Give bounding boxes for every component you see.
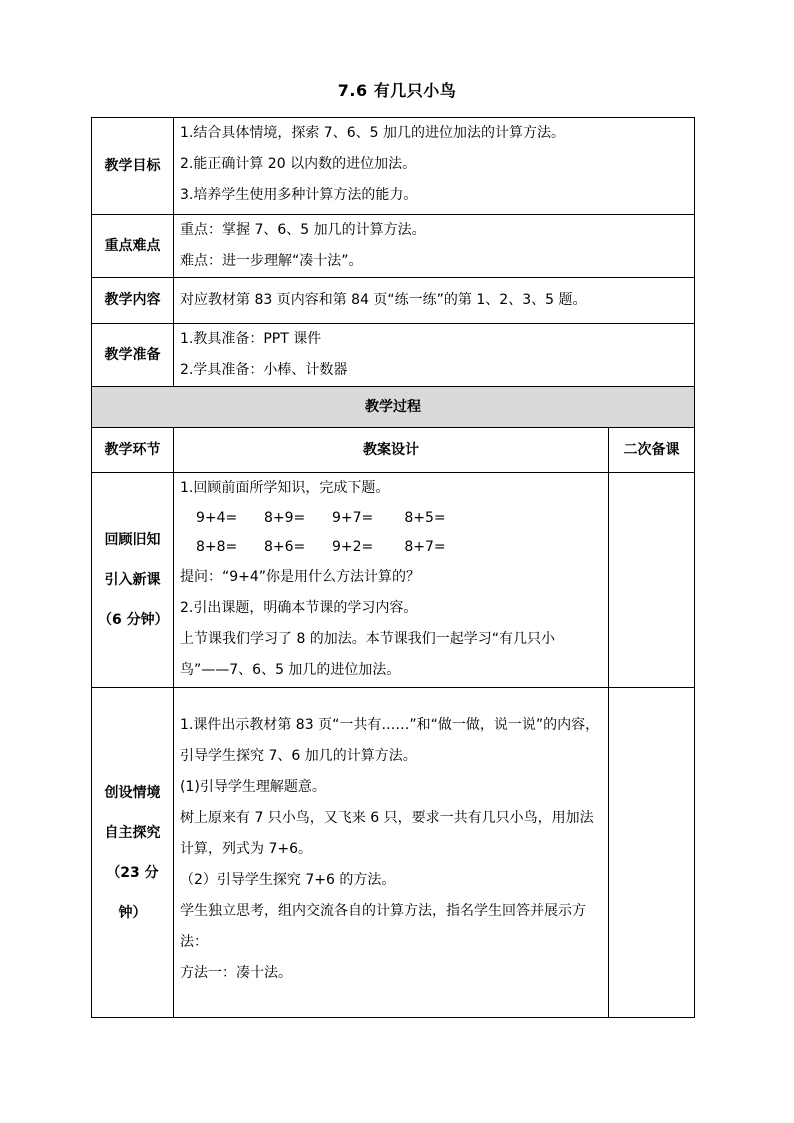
- col-design-header: 教案设计: [174, 428, 609, 473]
- stage2-p1: 1.课件出示教材第 83 页“一共有……”和“做一做，说一说”的内容，引导学生探究 7、6 加几的计算方法。: [180, 717, 600, 764]
- stage1-label-line: （6 分钟）: [98, 612, 169, 628]
- stage2-label: [92, 688, 174, 1018]
- keypoints-label: 重点难点: [92, 215, 174, 278]
- column-header-row: [92, 428, 695, 473]
- keypoints-row: [92, 215, 695, 278]
- stage1-notes: [609, 473, 695, 688]
- goals-label: 教学目标: [92, 118, 174, 215]
- prep-row: [92, 324, 695, 387]
- stage2-row: [92, 688, 695, 1018]
- exercise-row: 9+4= 8+9= 9+7= 8+5=: [196, 510, 446, 526]
- lesson-plan-table: [91, 117, 695, 1018]
- stage2-notes: [609, 688, 695, 1018]
- stage2-design: [174, 688, 609, 1018]
- keypoint-item: 重点：掌握 7、6、5 加几的计算方法。: [180, 222, 426, 238]
- stage2-label-line: 自主探究: [104, 824, 161, 841]
- keypoints-content: [174, 215, 695, 278]
- content-row: [92, 278, 695, 324]
- exercise-row: 8+8= 8+6= 9+2= 8+7=: [196, 539, 446, 555]
- stage2-p5: 学生独立思考，组内交流各自的计算方法，指名学生回答并展示方法：: [180, 903, 586, 950]
- col-notes-header: 二次备课: [609, 428, 695, 473]
- stage1-question: 提问：“9+4”你是用什么方法计算的？: [180, 569, 421, 585]
- prep-item: 1.教具准备：PPT 课件: [180, 331, 322, 347]
- stage1-row: [92, 473, 695, 688]
- stage2-label-line: 钟）: [118, 904, 147, 921]
- stage2-p3: 树上原来有 7 只小鸟，又飞来 6 只，要求一共有几只小鸟，用加法计算，列式为 7+6。: [180, 810, 594, 857]
- col-stage-header: 教学环节: [92, 428, 174, 473]
- process-header: 教学过程: [92, 387, 695, 428]
- stage1-label-line: 引入新课: [104, 572, 161, 588]
- keypoint-item: 难点：进一步理解“凑十法”。: [180, 253, 363, 269]
- stage2-label-line: （23 分: [106, 864, 159, 881]
- goal-item: 1.结合具体情境，探索 7、6、5 加几的进位加法的计算方法。: [180, 125, 565, 141]
- goal-item: 2.能正确计算 20 以内数的进位加法。: [180, 156, 417, 172]
- goals-content: [174, 118, 695, 215]
- page-title: 7.6 有几只小鸟: [337, 81, 457, 100]
- stage1-label: [92, 473, 174, 688]
- content-line: 对应教材第 83 页内容和第 84 页“练一练”的第 1、2、3、5 题。: [180, 292, 587, 308]
- stage2-label-line: 创设情境: [104, 784, 161, 801]
- content-text: [174, 278, 695, 324]
- stage1-label-line: 回顾旧知: [104, 532, 161, 548]
- stage2-p6: 方法一：凑十法。: [180, 965, 292, 981]
- stage1-intro: 1.回顾前面所学知识，完成下题。: [180, 480, 390, 496]
- prep-label: 教学准备: [92, 324, 174, 387]
- stage2-p4: （2）引导学生探究 7+6 的方法。: [180, 872, 396, 888]
- prep-item: 2.学具准备：小棒、计数器: [180, 362, 348, 378]
- content-label: 教学内容: [92, 278, 174, 324]
- stage1-step2: 2.引出课题，明确本节课的学习内容。: [180, 600, 418, 616]
- stage1-summary: 上节课我们学习了 8 的加法。本节课我们一起学习“有几只小鸟”——7、6、5 加几的进位加法。: [180, 631, 556, 678]
- stage2-p2: (1)引导学生理解题意。: [180, 779, 326, 795]
- stage1-design: [174, 473, 609, 688]
- process-header-row: [92, 387, 695, 428]
- goal-item: 3.培养学生使用多种计算方法的能力。: [180, 187, 418, 203]
- goals-row: [92, 118, 695, 215]
- prep-content: [174, 324, 695, 387]
